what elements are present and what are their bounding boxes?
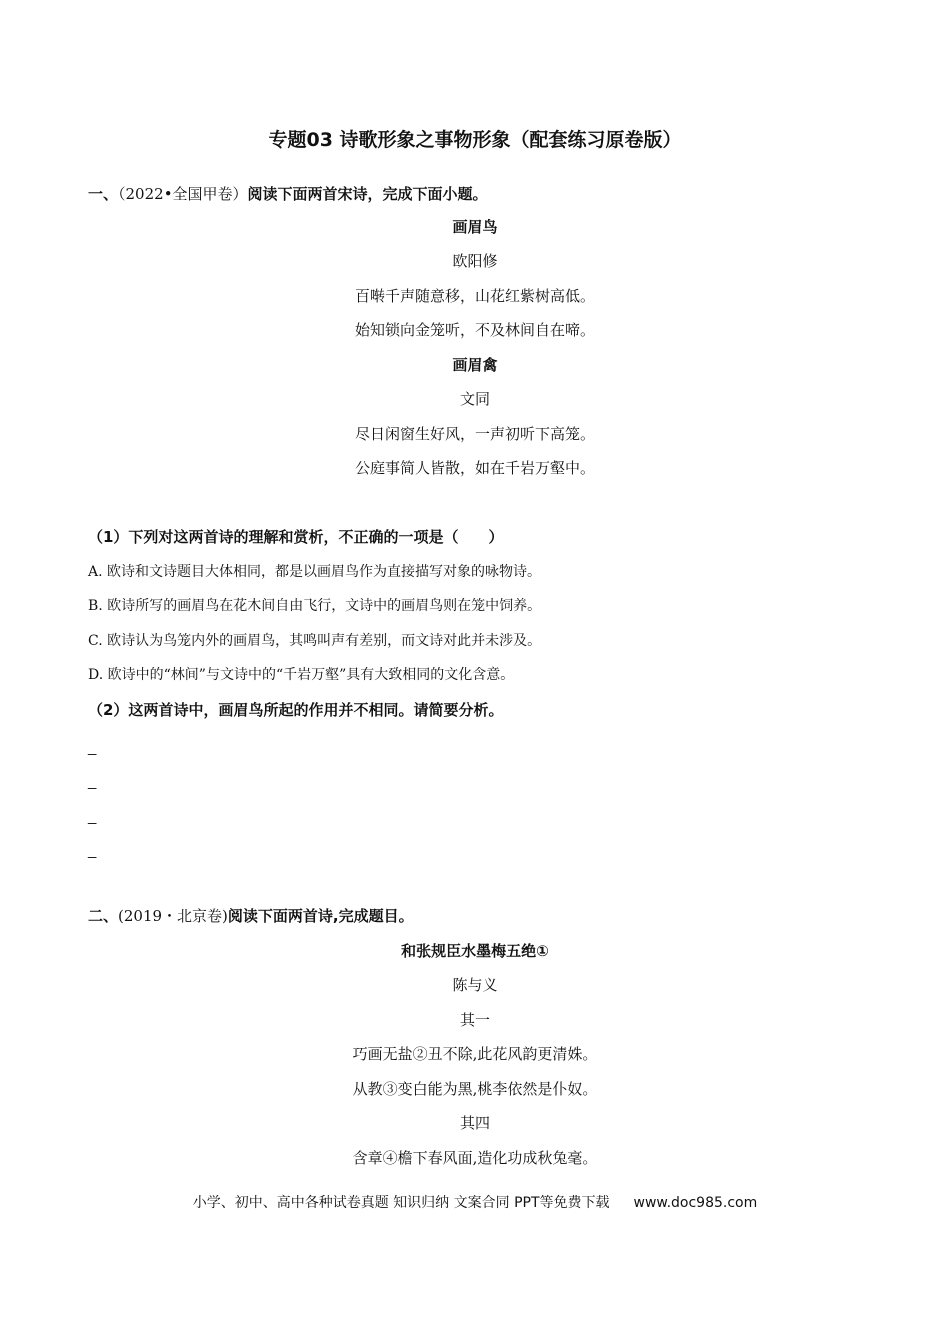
question-1-number: 一、 xyxy=(88,185,119,203)
question-2-header xyxy=(88,906,862,926)
question-2-number: 二、 xyxy=(88,907,119,925)
poem-3-line-1: 巧画无盐②丑不除,此花风韵更清姝。 xyxy=(352,1045,598,1063)
page-title: 专题03 诗歌形象之事物形象（配套练习原卷版） xyxy=(268,129,682,151)
poem-1-author: 欧阳修 xyxy=(452,252,498,270)
poem-1-line-2: 始知锁向金笼听，不及林间自在啼。 xyxy=(354,321,595,339)
option-c: C. 欧诗认为鸟笼内外的画眉鸟，其鸣叫声有差别，而文诗对此并未涉及。 xyxy=(88,633,542,649)
poem-2-line-1: 尽日闲窗生好风，一声初听下高笼。 xyxy=(354,425,595,443)
page-footer xyxy=(0,1192,950,1212)
poem-3-section-1: 其一 xyxy=(459,1011,490,1029)
poem-1-line-1: 百啭千声随意移，山花红紫树高低。 xyxy=(354,287,595,305)
poem-3-line-2: 从教③变白能为黑,桃李依然是仆奴。 xyxy=(352,1080,598,1098)
answer-blank-2: _ xyxy=(88,773,97,790)
footer-url-link[interactable]: www.doc985.com xyxy=(633,1195,758,1211)
footer-text: 小学、初中、高中各种试卷真题 知识归纳 文案合同 PPT等免费下载 xyxy=(192,1195,610,1211)
answer-blank-3: _ xyxy=(88,808,97,825)
question-1-header xyxy=(88,184,862,204)
poem-3-title: 和张规臣水墨梅五绝① xyxy=(401,942,549,960)
answer-blank-4: _ xyxy=(88,842,97,859)
question-2-source: (2019・北京卷) xyxy=(118,907,228,925)
poem-3-line-3: 含章④檐下春风面,造化功成秋兔毫。 xyxy=(352,1149,598,1167)
poem-3-section-4: 其四 xyxy=(459,1114,490,1132)
poem-2-author: 文同 xyxy=(459,390,490,408)
poem-1-title: 画眉鸟 xyxy=(452,218,498,236)
question-1-instruction: 阅读下面两首宋诗，完成下面小题。 xyxy=(247,185,488,203)
question-2-instruction: 阅读下面两首诗,完成题目。 xyxy=(227,907,414,925)
sub-question-1: （1）下列对这两首诗的理解和赏析，不正确的一项是（ ） xyxy=(88,528,504,546)
poem-3-author: 陈与义 xyxy=(452,976,498,994)
question-1-source: （2022•全国甲卷） xyxy=(118,185,248,203)
poem-2-line-2: 公庭事简人皆散，如在千岩万壑中。 xyxy=(354,459,595,477)
poem-2-title: 画眉禽 xyxy=(452,356,498,374)
option-b: B. 欧诗所写的画眉鸟在花木间自由飞行，文诗中的画眉鸟则在笼中饲养。 xyxy=(88,598,542,614)
option-d: D. 欧诗中的“林间”与文诗中的“千岩万壑”具有大致相同的文化含意。 xyxy=(88,667,515,683)
option-a: A. 欧诗和文诗题目大体相同，都是以画眉鸟作为直接描写对象的咏物诗。 xyxy=(88,564,542,580)
answer-blank-1: _ xyxy=(88,739,97,756)
sub-question-2: （2）这两首诗中，画眉鸟所起的作用并不相同。请简要分析。 xyxy=(88,701,504,719)
